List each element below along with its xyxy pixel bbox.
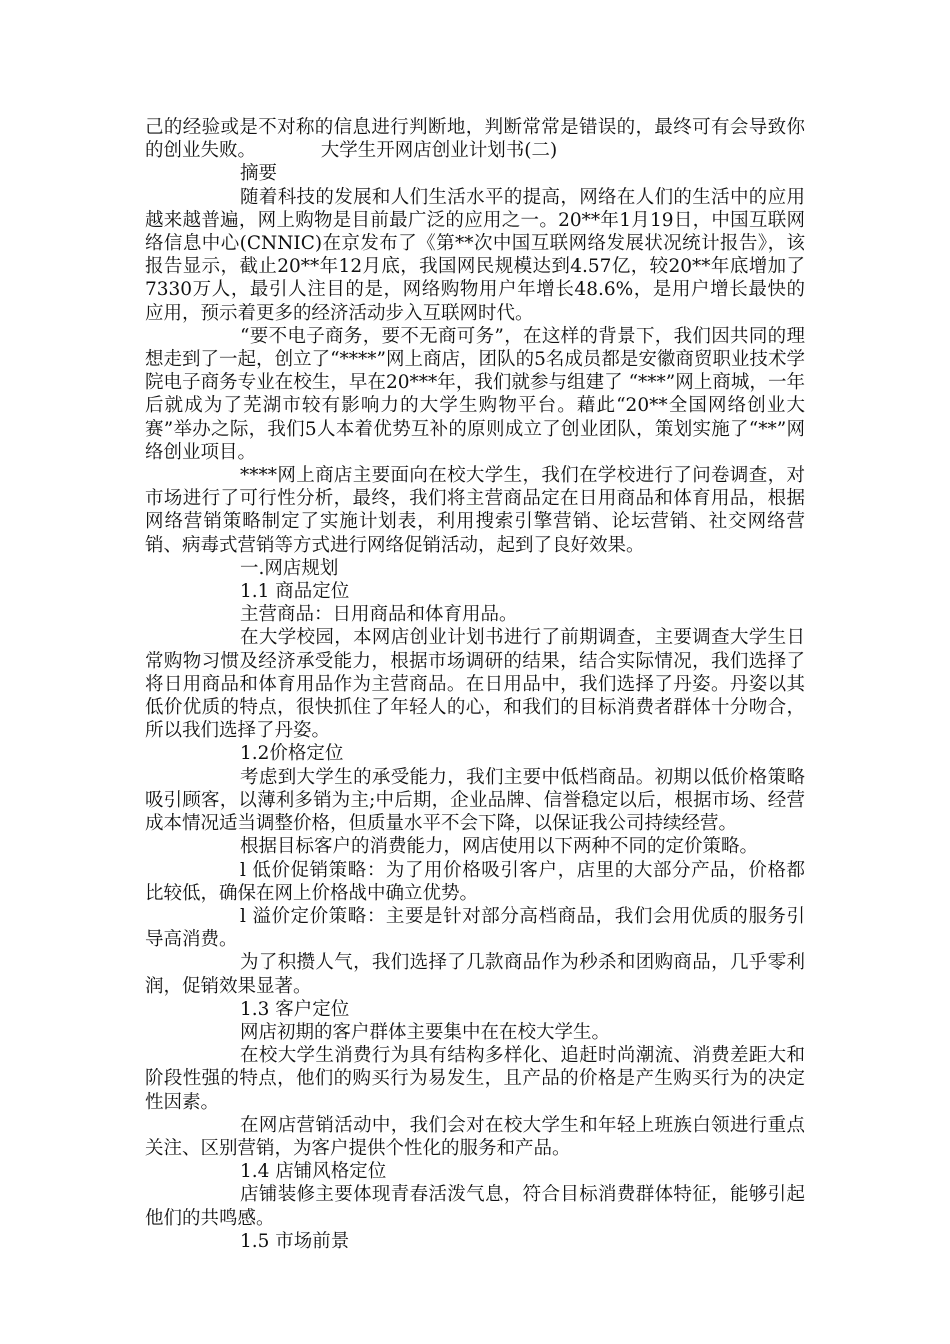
subsection-heading: 1.4 店铺风格定位 bbox=[240, 1161, 387, 1183]
paragraph: 在大学校园，本网店创业计划书进行了前期调查，主要调查大学生日常购物习惯及经济承受能力，根据市场调研的结果，结合实际情况，我们选择了将日用商品和体育用品作为主营商品。在日用品中，我们选择了丹姿。丹姿以其低价优质的特点，很快抓住了年轻人的心，和我们的目标消费者群体十分吻合，所以我们选择了丹姿。 bbox=[145, 627, 805, 742]
paragraph: 店铺装修主要体现青春活泼气息，符合目标消费群体特征，能够引起他们的共鸣感。 bbox=[145, 1184, 805, 1229]
subsection-heading: 1.3 客户定位 bbox=[240, 998, 350, 1020]
paragraph: 随着科技的发展和人们生活水平的提高，网络在人们的生活中的应用越来越普遍，网上购物是目前最广泛的应用之一。20**年1月19日，中国互联网络信息中心(CNNIC)在京发布了《第**次中国互联网络发展状况统计报告》，该报告显示，截止20**年12月底，我国网民规模达到4.57亿，较20**年底增加了7330万人，最引人注目的是，网络购物用户年增长48.6%，是用户增长最快的应用，预示着更多的经济活动步入互联网时代。 bbox=[145, 186, 805, 324]
list-item: l 溢价定价策略：主要是针对部分高档商品，我们会用优质的服务引导高消费。 bbox=[145, 905, 805, 951]
paragraph-continuation: 己的经验或是不对称的信息进行判断地，判断常常是错误的，最终可有会导致你的创业失败。 大学生开网店创业计划书(二) bbox=[145, 117, 805, 162]
paragraph: 在校大学生消费行为具有结构多样化、追赶时尚潮流、消费差距大和阶段性强的特点，他们的购买行为易发生，且产品的价格是产生购买行为的决定性因素。 bbox=[145, 1045, 805, 1113]
paragraph: 网店初期的客户群体主要集中在在校大学生。 bbox=[240, 1021, 611, 1043]
paragraph: 考虑到大学生的承受能力，我们主要中低档商品。初期以低价格策略吸引顾客，以薄利多销为主;中后期，企业品牌、信誉稳定以后，根据市场、经营成本情况适当调整价格，但质量水平不会下降，以保证我公司持续经营。 bbox=[145, 766, 805, 835]
paragraph: 为了积攒人气，我们选择了几款商品作为秒杀和团购商品，几乎零利润，促销效果显著。 bbox=[145, 952, 805, 997]
document-page bbox=[145, 116, 805, 1253]
paragraph: 根据目标客户的消费能力，网店使用以下两种不同的定价策略。 bbox=[240, 836, 759, 858]
subsection-heading: 1.2价格定位 bbox=[240, 743, 344, 765]
subsection-heading: 1.1 商品定位 bbox=[240, 581, 350, 603]
subsection-heading: 1.5 市场前景 bbox=[240, 1230, 350, 1252]
section-heading: 一.网店规划 bbox=[240, 557, 339, 579]
list-item: l 低价促销策略：为了用价格吸引客户，店里的大部分产品，价格都比较低，确保在网上价格战中确立优势。 bbox=[145, 859, 805, 904]
paragraph: 在网店营销活动中，我们会对在校大学生和年轻上班族白领进行重点关注、区别营销，为客户提供个性化的服务和产品。 bbox=[145, 1114, 805, 1159]
paragraph: 主营商品：日用商品和体育用品。 bbox=[240, 604, 518, 626]
paragraph: “要不电子商务，要不无商可务”，在这样的背景下，我们因共同的理想走到了一起，创立了“****”网上商店，团队的5名成员都是安徽商贸职业技术学院电子商务专业在校生，早在20***年，我们就参与组建了 “***”网上商城，一年后就成为了芜湖市较有影响力的大学生购物平台。藉此“20**全国网络创业大赛”举办之际，我们5人本着优势互补的原则成立了创业团队，策划实施了“**”网络创业项目。 bbox=[145, 325, 805, 463]
paragraph: ****网上商店主要面向在校大学生，我们在学校进行了问卷调查，对市场进行了可行性分析，最终，我们将主营商品定在日用商品和体育用品，根据网络营销策略制定了实施计划表，利用搜索引擎营销、论坛营销、社交网络营销、病毒式营销等方式进行网络促销活动，起到了良好效果。 bbox=[145, 465, 805, 556]
section-title-abstract: 摘要 bbox=[240, 163, 278, 185]
